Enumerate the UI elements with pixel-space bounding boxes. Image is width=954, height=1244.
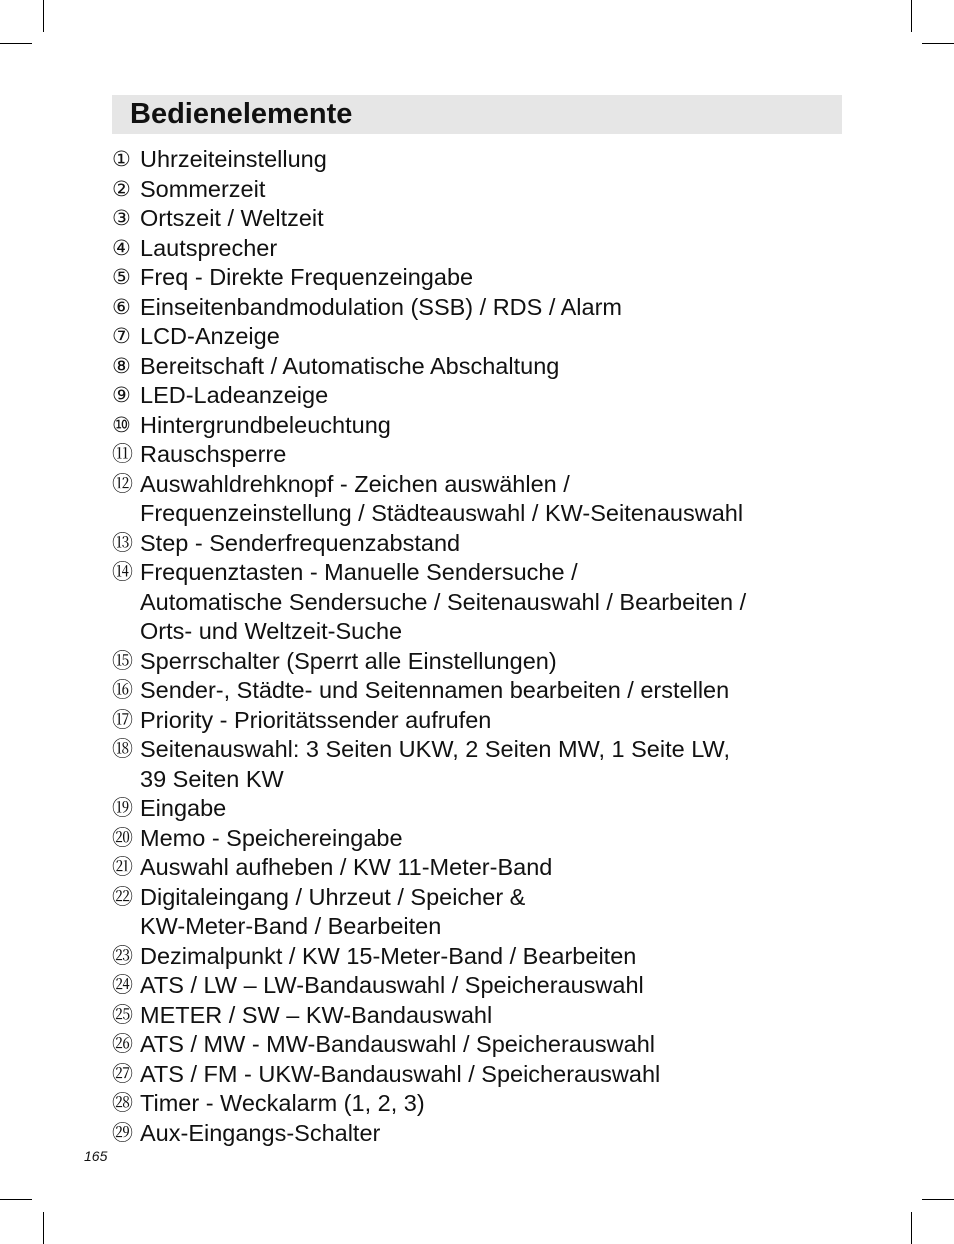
heading-bar [112,95,842,134]
item-description [140,1060,660,1090]
item-description-line: ATS / LW – LW-Bandauswahl / Speicherauswahl [140,972,644,998]
item-number-badge: ⑭ [112,560,133,584]
item-number-badge: ㉑ [112,855,133,879]
list-item [112,352,842,382]
item-description [140,1001,492,1031]
item-number-badge: ⑲ [112,796,133,820]
list-item [112,1089,842,1119]
item-description [140,234,277,264]
item-description [140,381,328,411]
item-description [140,853,552,883]
crop-mark-top-left-horizontal [0,43,32,44]
item-description [140,1119,380,1149]
item-description-line: ATS / MW - MW-Bandauswahl / Speicherauswahl [140,1031,656,1057]
crop-mark-top-left-vertical [43,0,44,32]
item-description-line: Aux-Eingangs-Schalter [140,1119,381,1146]
crop-mark-bottom-left-horizontal [0,1199,32,1200]
item-description-line: Automatische Sendersuche / Seitenauswahl / Bearbeiten / [140,588,747,615]
item-description-line: Freq - Direkte Frequenzeingabe [140,264,474,290]
item-description [140,647,557,677]
item-number-badge: ⑰ [112,707,133,732]
list-item [112,942,842,972]
item-description-line: Hintergrundbeleuchtung [140,411,391,438]
item-description-line: Step - Senderfrequenzabstand [140,529,461,556]
item-description-line: LED-Ladeanzeige [140,382,329,408]
item-description-line: 39 Seiten KW [140,765,284,792]
item-number-badge: ⑦ [112,324,131,348]
item-number-badge: ⑥ [112,294,131,319]
list-item [112,1001,842,1031]
list-item [112,558,842,647]
item-description [140,322,280,352]
item-number-badge: ① [112,147,131,171]
item-number-badge: ⑪ [112,442,133,466]
list-item [112,676,842,706]
list-item [112,883,842,942]
crop-mark-bottom-right-vertical [911,1212,912,1244]
item-description [140,411,391,441]
item-description-line: Ortszeit / Weltzeit [140,205,324,231]
item-number-badge: ⑳ [112,825,133,850]
list-item [112,204,842,234]
item-description-line: Eingabe [140,795,227,821]
item-description [140,942,636,972]
item-description-line: Sperrschalter (Sperrt alle Einstellungen) [140,647,557,674]
item-number-badge: ⑨ [112,383,131,407]
item-description [140,529,460,559]
item-description [140,293,622,323]
item-number-badge: ⑬ [112,530,133,555]
item-description-line: Rauschsperre [140,441,287,467]
list-item [112,971,842,1001]
list-item [112,853,842,883]
item-number-badge: ㉗ [112,1061,133,1086]
item-description [140,883,525,942]
item-description-line: Frequenzeinstellung / Städteauswahl / KW-Seitenauswahl [140,500,744,526]
list-item [112,647,842,677]
page-title: Bedienelemente [130,98,353,130]
crop-mark-top-right-horizontal [922,43,954,44]
item-description-line: Dezimalpunkt / KW 15-Meter-Band / Bearbeiten [140,942,637,969]
list-item [112,411,842,441]
item-number-badge: ㉕ [112,1002,133,1027]
item-description-line: Seitenauswahl: 3 Seiten UKW, 2 Seiten MW, 1 Seite LW, [140,736,730,762]
item-number-badge: ⑧ [112,353,131,378]
item-number-badge: ⑯ [112,678,133,702]
item-description [140,470,743,529]
list-item [112,735,842,794]
item-number-badge: ⑩ [112,412,131,437]
item-description [140,824,403,854]
item-description-line: LCD-Anzeige [140,323,280,349]
list-item [112,440,842,470]
item-description-line: Memo - Speichereingabe [140,824,403,851]
item-description-line: Timer - Weckalarm (1, 2, 3) [140,1090,425,1116]
item-number-badge: ④ [112,235,131,260]
item-description-line: Frequenztasten - Manuelle Sendersuche / [140,559,578,585]
item-description [140,558,746,647]
crop-mark-bottom-left-vertical [43,1212,44,1244]
item-number-badge: ㉖ [112,1032,133,1056]
list-item [112,381,842,411]
item-description [140,440,286,470]
list-item [112,322,842,352]
item-description [140,1089,425,1119]
item-number-badge: ㉓ [112,943,133,968]
item-description-line: METER / SW – KW-Bandauswahl [140,1001,493,1028]
list-item [112,1119,842,1149]
item-number-badge: ⑤ [112,265,131,289]
item-description-line: Einseitenbandmodulation (SSB) / RDS / Alarm [140,293,622,320]
item-number-badge: ㉔ [112,973,133,997]
list-item [112,470,842,529]
controls-list [112,145,842,1148]
item-description [140,735,730,794]
item-description [140,352,559,382]
item-number-badge: ⑫ [112,471,133,496]
list-item [112,529,842,559]
list-item [112,263,842,293]
list-item [112,824,842,854]
item-description-line: Auswahldrehknopf - Zeichen auswählen / [140,470,570,497]
item-description-line: Sommerzeit [140,175,266,202]
item-number-badge: ㉙ [112,1120,133,1145]
item-description [140,263,473,293]
item-number-badge: ㉒ [112,884,133,909]
list-item [112,175,842,205]
item-description-line: KW-Meter-Band / Bearbeiten [140,913,442,939]
item-description [140,971,644,1001]
crop-mark-top-right-vertical [911,0,912,32]
list-item [112,794,842,824]
item-description-line: Sender-, Städte- und Seitennamen bearbeiten / erstellen [140,677,730,703]
item-number-badge: ② [112,176,131,201]
item-description-line: Auswahl aufheben / KW 11-Meter-Band [140,854,553,880]
item-description-line: Bereitschaft / Automatische Abschaltung [140,352,560,379]
item-description-line: Lautsprecher [140,234,278,261]
item-number-badge: ⑮ [112,648,133,673]
item-number-badge: ㉘ [112,1091,133,1115]
list-item [112,293,842,323]
item-description [140,1030,655,1060]
crop-mark-bottom-right-horizontal [922,1199,954,1200]
item-description [140,706,491,736]
list-item [112,706,842,736]
item-description [140,145,327,175]
list-item [112,1060,842,1090]
item-description-line: Priority - Prioritätssender aufrufen [140,706,492,733]
item-description-line: Orts- und Weltzeit-Suche [140,618,403,644]
list-item [112,1030,842,1060]
item-description-line: ATS / FM - UKW-Bandauswahl / Speicherauswahl [140,1060,661,1087]
list-item [112,234,842,264]
list-item [112,145,842,175]
item-description [140,204,324,234]
item-number-badge: ⑱ [112,737,133,761]
page-number: 165 [84,1148,108,1164]
item-description [140,676,729,706]
item-description-line: Uhrzeiteinstellung [140,146,327,172]
item-number-badge: ③ [112,206,131,230]
item-description-line: Digitaleingang / Uhrzeut / Speicher & [140,883,526,910]
item-description [140,794,226,824]
item-description [140,175,265,205]
